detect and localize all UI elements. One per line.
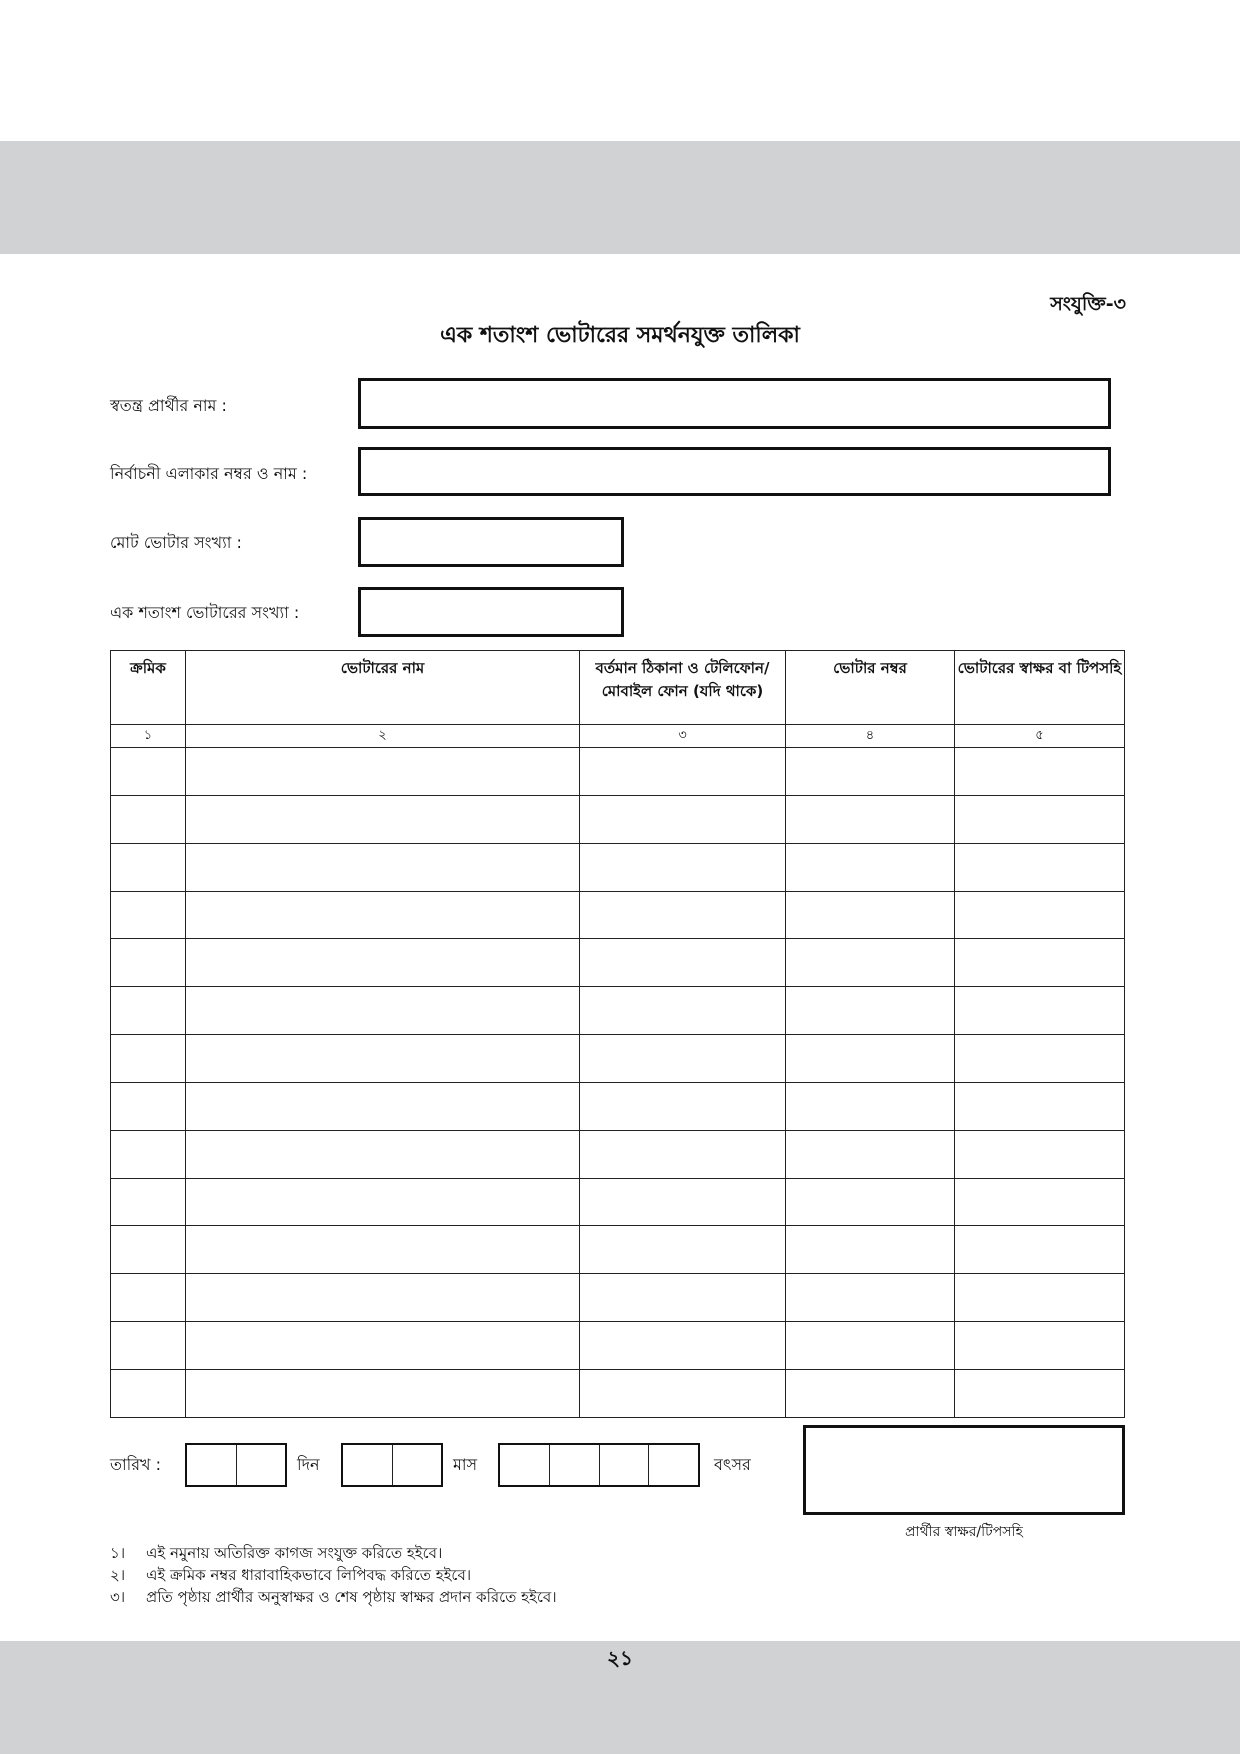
table-cell[interactable]: [955, 1082, 1125, 1130]
table-cell[interactable]: [186, 891, 580, 939]
header-signature: ভোটারের স্বাক্ষর বা টিপসহি: [955, 651, 1125, 725]
table-cell[interactable]: [111, 939, 186, 987]
note-item: [110, 1586, 557, 1608]
annex-label: সংযুক্তি-৩: [1050, 293, 1126, 315]
table-cell[interactable]: [786, 1082, 955, 1130]
table-cell[interactable]: [111, 1369, 186, 1417]
column-number: ২: [186, 725, 580, 748]
table-row: [111, 1226, 1125, 1274]
column-number: ৫: [955, 725, 1125, 748]
note-number: ১।: [110, 1544, 126, 1562]
table-cell[interactable]: [955, 1178, 1125, 1226]
table-cell[interactable]: [186, 1322, 580, 1370]
table-cell[interactable]: [186, 1226, 580, 1274]
table-cell[interactable]: [786, 795, 955, 843]
table-cell[interactable]: [111, 1082, 186, 1130]
table-cell[interactable]: [955, 1130, 1125, 1178]
year-digit-box[interactable]: [500, 1445, 550, 1485]
day-label: দিন: [297, 1455, 320, 1474]
day-digit-box[interactable]: [187, 1445, 237, 1485]
year-digit-box[interactable]: [649, 1445, 698, 1485]
header-row: [111, 651, 1125, 725]
table-cell[interactable]: [955, 1226, 1125, 1274]
table-row: [111, 1322, 1125, 1370]
table-cell[interactable]: [186, 1369, 580, 1417]
table-row: [111, 1178, 1125, 1226]
table-cell[interactable]: [786, 987, 955, 1035]
table-row: [111, 1130, 1125, 1178]
table-cell[interactable]: [186, 748, 580, 796]
table-cell[interactable]: [955, 1274, 1125, 1322]
table-cell[interactable]: [580, 1082, 786, 1130]
year-digit-box[interactable]: [550, 1445, 600, 1485]
header-serial: ক্রমিক: [111, 651, 186, 725]
note-number: ২।: [110, 1566, 126, 1584]
table-cell[interactable]: [580, 1035, 786, 1083]
column-number: ১: [111, 725, 186, 748]
column-number-row: [111, 725, 1125, 748]
table-cell[interactable]: [786, 1178, 955, 1226]
table-cell[interactable]: [580, 939, 786, 987]
table-cell[interactable]: [111, 987, 186, 1035]
table-cell[interactable]: [786, 1322, 955, 1370]
header-address-phone: বর্তমান ঠিকানা ও টেলিফোন/মোবাইল ফোন (যদি থাকে): [580, 651, 786, 725]
table-cell[interactable]: [786, 1035, 955, 1083]
table-cell[interactable]: [580, 891, 786, 939]
note-text: এই ক্রমিক নম্বর ধারাবাহিকভাবে লিপিবদ্ধ করিতে হইবে।: [146, 1566, 472, 1584]
table-row: [111, 1035, 1125, 1083]
table-cell[interactable]: [580, 795, 786, 843]
table-row: [111, 1274, 1125, 1322]
table-cell[interactable]: [111, 1130, 186, 1178]
table-cell[interactable]: [955, 748, 1125, 796]
constituency-field[interactable]: [358, 447, 1111, 496]
page-number: ২১: [607, 1646, 633, 1670]
table-cell[interactable]: [186, 987, 580, 1035]
candidate-name-field[interactable]: [358, 378, 1111, 429]
table-cell[interactable]: [111, 1274, 186, 1322]
table-cell[interactable]: [955, 1035, 1125, 1083]
voter-table: [110, 650, 1125, 1418]
table-row: [111, 748, 1125, 796]
column-number: ৪: [786, 725, 955, 748]
table-cell[interactable]: [580, 1178, 786, 1226]
month-digit-box[interactable]: [343, 1445, 393, 1485]
table-row: [111, 891, 1125, 939]
table-cell[interactable]: [955, 891, 1125, 939]
table-cell[interactable]: [955, 843, 1125, 891]
note-item: [110, 1542, 557, 1564]
month-label: মাস: [453, 1455, 478, 1474]
table-cell[interactable]: [580, 1226, 786, 1274]
total-voters-label: মোট ভোটার সংখ্যা :: [110, 533, 242, 552]
table-cell[interactable]: [580, 1322, 786, 1370]
table-row: [111, 843, 1125, 891]
table-cell[interactable]: [955, 987, 1125, 1035]
day-boxes[interactable]: [185, 1443, 287, 1487]
year-boxes[interactable]: [498, 1443, 700, 1487]
table-cell[interactable]: [580, 1369, 786, 1417]
note-item: [110, 1564, 557, 1586]
constituency-label: নির্বাচনী এলাকার নম্বর ও নাম :: [110, 464, 308, 483]
one-percent-voters-label: এক শতাংশ ভোটারের সংখ্যা :: [110, 603, 300, 622]
table-cell[interactable]: [186, 1130, 580, 1178]
note-text: প্রতি পৃষ্ঠায় প্রার্থীর অনুস্বাক্ষর ও শেষ পৃষ্ঠায় স্বাক্ষর প্রদান করিতে হইবে।: [146, 1588, 557, 1606]
note-text: এই নমুনায় অতিরিক্ত কাগজ সংযুক্ত করিতে হইবে।: [146, 1544, 443, 1562]
table-cell[interactable]: [786, 748, 955, 796]
table-cell[interactable]: [111, 891, 186, 939]
table-cell[interactable]: [786, 1130, 955, 1178]
table-cell[interactable]: [955, 1369, 1125, 1417]
table-cell[interactable]: [580, 1274, 786, 1322]
one-percent-voters-field[interactable]: [358, 587, 624, 637]
table-cell[interactable]: [955, 795, 1125, 843]
total-voters-field[interactable]: [358, 517, 624, 567]
table-cell[interactable]: [186, 795, 580, 843]
month-digit-box[interactable]: [393, 1445, 442, 1485]
date-label: তারিখ :: [110, 1455, 162, 1474]
table-cell[interactable]: [111, 1226, 186, 1274]
table-row: [111, 1082, 1125, 1130]
year-label: বৎসর: [714, 1455, 751, 1474]
notes-list: [110, 1542, 557, 1608]
month-boxes[interactable]: [341, 1443, 443, 1487]
table-cell[interactable]: [186, 843, 580, 891]
table-cell[interactable]: [111, 1178, 186, 1226]
table-cell[interactable]: [186, 1082, 580, 1130]
table-cell[interactable]: [111, 843, 186, 891]
table-cell[interactable]: [786, 1226, 955, 1274]
table-row: [111, 987, 1125, 1035]
table-cell[interactable]: [186, 1274, 580, 1322]
table-cell[interactable]: [111, 1035, 186, 1083]
table-cell[interactable]: [111, 795, 186, 843]
column-number: ৩: [580, 725, 786, 748]
form-title: এক শতাংশ ভোটারের সমর্থনযুক্ত তালিকা: [440, 323, 800, 348]
table-cell[interactable]: [186, 1178, 580, 1226]
table-cell[interactable]: [580, 1130, 786, 1178]
table-row: [111, 1369, 1125, 1417]
table-cell[interactable]: [786, 939, 955, 987]
table-cell[interactable]: [786, 891, 955, 939]
table-cell[interactable]: [580, 987, 786, 1035]
candidate-signature-box[interactable]: [803, 1425, 1125, 1515]
table-cell[interactable]: [955, 1322, 1125, 1370]
top-band: [0, 141, 1240, 254]
voter-rows: [111, 748, 1125, 1418]
table-cell[interactable]: [111, 1322, 186, 1370]
candidate-name-label: স্বতন্ত্র প্রার্থীর নাম :: [110, 396, 227, 415]
table-cell[interactable]: [186, 1035, 580, 1083]
table-cell[interactable]: [186, 939, 580, 987]
table-cell[interactable]: [111, 748, 186, 796]
header-voter-number: ভোটার নম্বর: [786, 651, 955, 725]
table-cell[interactable]: [955, 939, 1125, 987]
header-voter-name: ভোটারের নাম: [186, 651, 580, 725]
note-number: ৩।: [110, 1588, 126, 1606]
signature-caption: প্রার্থীর স্বাক্ষর/টিপসহি: [905, 1524, 1023, 1540]
table-cell[interactable]: [786, 843, 955, 891]
table-cell[interactable]: [580, 843, 786, 891]
table-row: [111, 939, 1125, 987]
year-digit-box[interactable]: [600, 1445, 650, 1485]
table-cell[interactable]: [786, 1369, 955, 1417]
table-cell[interactable]: [786, 1274, 955, 1322]
day-digit-box[interactable]: [237, 1445, 286, 1485]
table-cell[interactable]: [580, 748, 786, 796]
table-row: [111, 795, 1125, 843]
